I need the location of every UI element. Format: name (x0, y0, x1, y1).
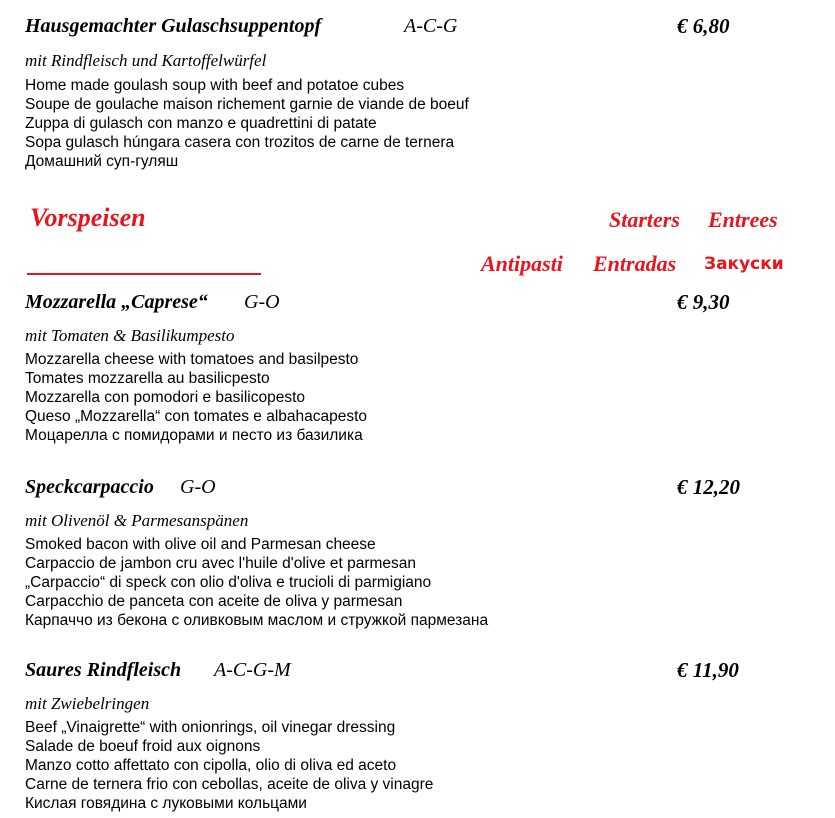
section-title: Vorspeisen (30, 203, 146, 232)
translation-line: Manzo cotto affettato con cipolla, olio di oliva ed aceto (25, 757, 397, 774)
item-subtitle: mit Tomaten & Basilikumpesto (25, 326, 235, 345)
item-price: € 9,30 (677, 290, 730, 314)
translation-line: Smoked bacon with olive oil and Parmesan cheese (25, 536, 376, 553)
item-subtitle: mit Zwiebelringen (25, 694, 150, 713)
translation-line: Carne de ternera frio con cebollas, aceite de oliva y vinagre (25, 776, 434, 793)
item-title: Mozzarella „Caprese“ (25, 291, 208, 313)
translation-line: Salade de boeuf froid aux oignons (25, 738, 261, 755)
item-translations (25, 535, 488, 630)
item-allergens: A-C-G-M (214, 659, 291, 681)
translation-line: Zuppa di gulasch con manzo e quadrettini di patate (25, 115, 377, 132)
item-price: € 12,20 (677, 475, 740, 499)
translation-line: Home made goulash soup with beef and potatoe cubes (25, 77, 405, 94)
translation-line: Soupe de goulache maison richement garnie de viande de boeuf (25, 96, 469, 113)
item-price: € 11,90 (677, 658, 739, 682)
section-tag-starters: Starters (609, 207, 680, 232)
item-translations (25, 718, 433, 813)
translation-line: Mozzarella con pomodori e basilicopesto (25, 389, 306, 406)
item-translations (25, 76, 469, 171)
translation-line: Карпаччо из бекона с оливковым маслом и стружкой пармезана (25, 612, 489, 629)
translation-line: Кислая говядина с луковыми кольцами (25, 795, 307, 812)
item-translations (25, 350, 367, 445)
item-title: Speckcarpaccio (25, 476, 154, 498)
item-allergens: A-C-G (404, 15, 458, 37)
translation-line: „Carpaccio“ di speck con olio d'oliva e trucioli di parmigiano (25, 574, 432, 591)
item-price: € 6,80 (677, 14, 730, 38)
translation-line: Sopa gulasch húngara casera con trozitos de carne de ternera (25, 134, 455, 151)
item-title: Hausgemachter Gulaschsuppentopf (25, 15, 322, 37)
translation-line: Mozzarella cheese with tomatoes and basilpesto (25, 351, 359, 368)
translation-line: Beef „Vinaigrette“ with onionrings, oil vinegar dressing (25, 719, 396, 736)
item-allergens: G-O (180, 476, 216, 498)
section-underline (27, 273, 261, 275)
section-tag-antipasti: Antipasti (481, 251, 563, 276)
item-subtitle: mit Olivenöl & Parmesanspänen (25, 511, 249, 530)
translation-line: Carpaccio de jambon cru avec l'huile d'olive et parmesan (25, 555, 417, 572)
item-subtitle: mit Rindfleisch und Kartoffelwürfel (25, 51, 267, 70)
section-tag-entrees: Entrees (708, 207, 778, 232)
item-title: Saures Rindfleisch (25, 659, 182, 681)
translation-line: Домашний суп-гуляш (25, 153, 179, 170)
translation-line: Carpacchio de panceta con aceite de oliva y parmesan (25, 593, 403, 610)
translation-line: Queso „Mozzarella“ con tomates e albahacapesto (25, 408, 368, 425)
section-tag-entradas: Entradas (593, 251, 677, 276)
translation-line: Моцарелла с помидорами и песто из базилика (25, 427, 363, 444)
item-allergens: G-O (244, 291, 280, 313)
translation-line: Tomates mozzarella au basilicpesto (25, 370, 270, 387)
section-tag-russian: Закуски (704, 254, 784, 274)
